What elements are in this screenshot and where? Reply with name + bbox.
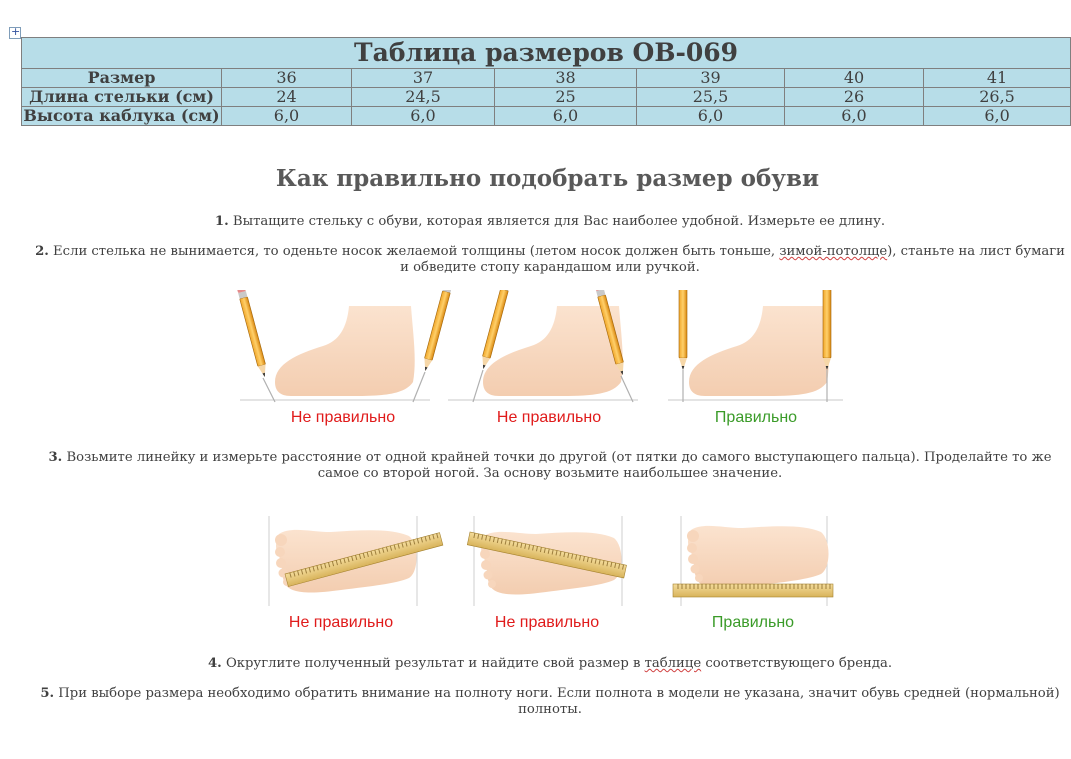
size-table-title: Таблица размеров ОВ-069 <box>22 38 1071 69</box>
caption-wrong: Не правильно <box>288 614 394 631</box>
step-3 <box>30 450 1070 482</box>
ruler-panel-2 <box>467 516 626 606</box>
table-cell: 25 <box>495 88 637 107</box>
row-label: Высота каблука (см) <box>23 106 220 125</box>
table-cell: 26,5 <box>924 88 1071 107</box>
row-label: Длина стельки (см) <box>22 88 222 107</box>
table-cell: 40 <box>785 69 924 88</box>
caption-right: Правильно <box>711 614 795 631</box>
table-row <box>22 107 1071 126</box>
step-text: Округлите полученный результат и найдите свой размер в <box>221 656 645 671</box>
table-cell: 6,0 <box>924 107 1071 126</box>
step-2 <box>30 244 1070 276</box>
table-cell: 39 <box>637 69 785 88</box>
step-text: ), станьте на лист бумаги и обведите стопу карандашом или ручкой. <box>400 244 1065 275</box>
step-1 <box>30 214 1070 230</box>
table-cell: 41 <box>924 69 1071 88</box>
step-text: Если стелька не вынимается, то оденьте носок желаемой толщины (летом носок должен быть тоньше, <box>48 244 780 259</box>
ruler-panel-1 <box>269 516 443 606</box>
step-number: 3. <box>48 450 63 465</box>
table-cell: 6,0 <box>222 107 352 126</box>
caption-wrong: Не правильно <box>290 409 396 426</box>
size-table <box>21 37 1071 126</box>
table-cell: 36 <box>222 69 352 88</box>
step-text: соответствующего бренда. <box>701 656 893 671</box>
foot-tracing-illustration <box>235 290 850 410</box>
step-text: Возьмите линейку и измерьте расстояние от одной крайней точки до другой (от пятки до самого выступающего пальца). Проделайте то же самое со второй ногой. За основу возьмите наибольшее значение. <box>62 450 1052 481</box>
table-cell: 38 <box>495 69 637 88</box>
step-text: При выборе размера необходимо обратить внимание на полноту ноги. Если полнота в модели не указана, значит обувь средней (нормальной) полноты. <box>54 686 1060 717</box>
table-cell: 24 <box>222 88 352 107</box>
table-cell: 25,5 <box>637 88 785 107</box>
ruler-panel-3 <box>673 516 833 606</box>
table-cell: 6,0 <box>352 107 495 126</box>
spellcheck-word[interactable]: зимой-потолще <box>779 244 888 259</box>
ruler-measuring-illustration <box>265 512 835 608</box>
caption-right: Правильно <box>714 409 798 426</box>
caption-wrong: Не правильно <box>496 409 602 426</box>
table-cell: 26 <box>785 88 924 107</box>
step-number: 1. <box>214 214 229 229</box>
step-number: 2. <box>35 244 49 259</box>
row-label: Размер <box>22 69 222 88</box>
table-cell: 24,5 <box>352 88 495 107</box>
spellcheck-word[interactable]: таблице <box>644 656 702 671</box>
step-4 <box>30 656 1070 672</box>
table-row <box>22 69 1071 88</box>
step-number: 5. <box>40 686 55 701</box>
step-number: 4. <box>207 656 222 671</box>
caption-wrong: Не правильно <box>494 614 600 631</box>
table-move-handle-icon[interactable] <box>9 27 21 39</box>
step-text: Вытащите стельку с обуви, которая является для Вас наиболее удобной. Измерьте ее длину. <box>228 214 886 229</box>
pencil-panel-2 <box>448 290 638 402</box>
guide-title: Как правильно подобрать размер обуви <box>275 165 820 192</box>
table-cell: 6,0 <box>785 107 924 126</box>
table-row <box>22 88 1071 107</box>
step-5 <box>30 686 1070 718</box>
table-cell: 6,0 <box>495 107 637 126</box>
pencil-panel-3 <box>668 290 843 402</box>
table-cell: 37 <box>352 69 495 88</box>
table-cell: 6,0 <box>637 107 785 126</box>
pencil-panel-1 <box>237 290 453 402</box>
